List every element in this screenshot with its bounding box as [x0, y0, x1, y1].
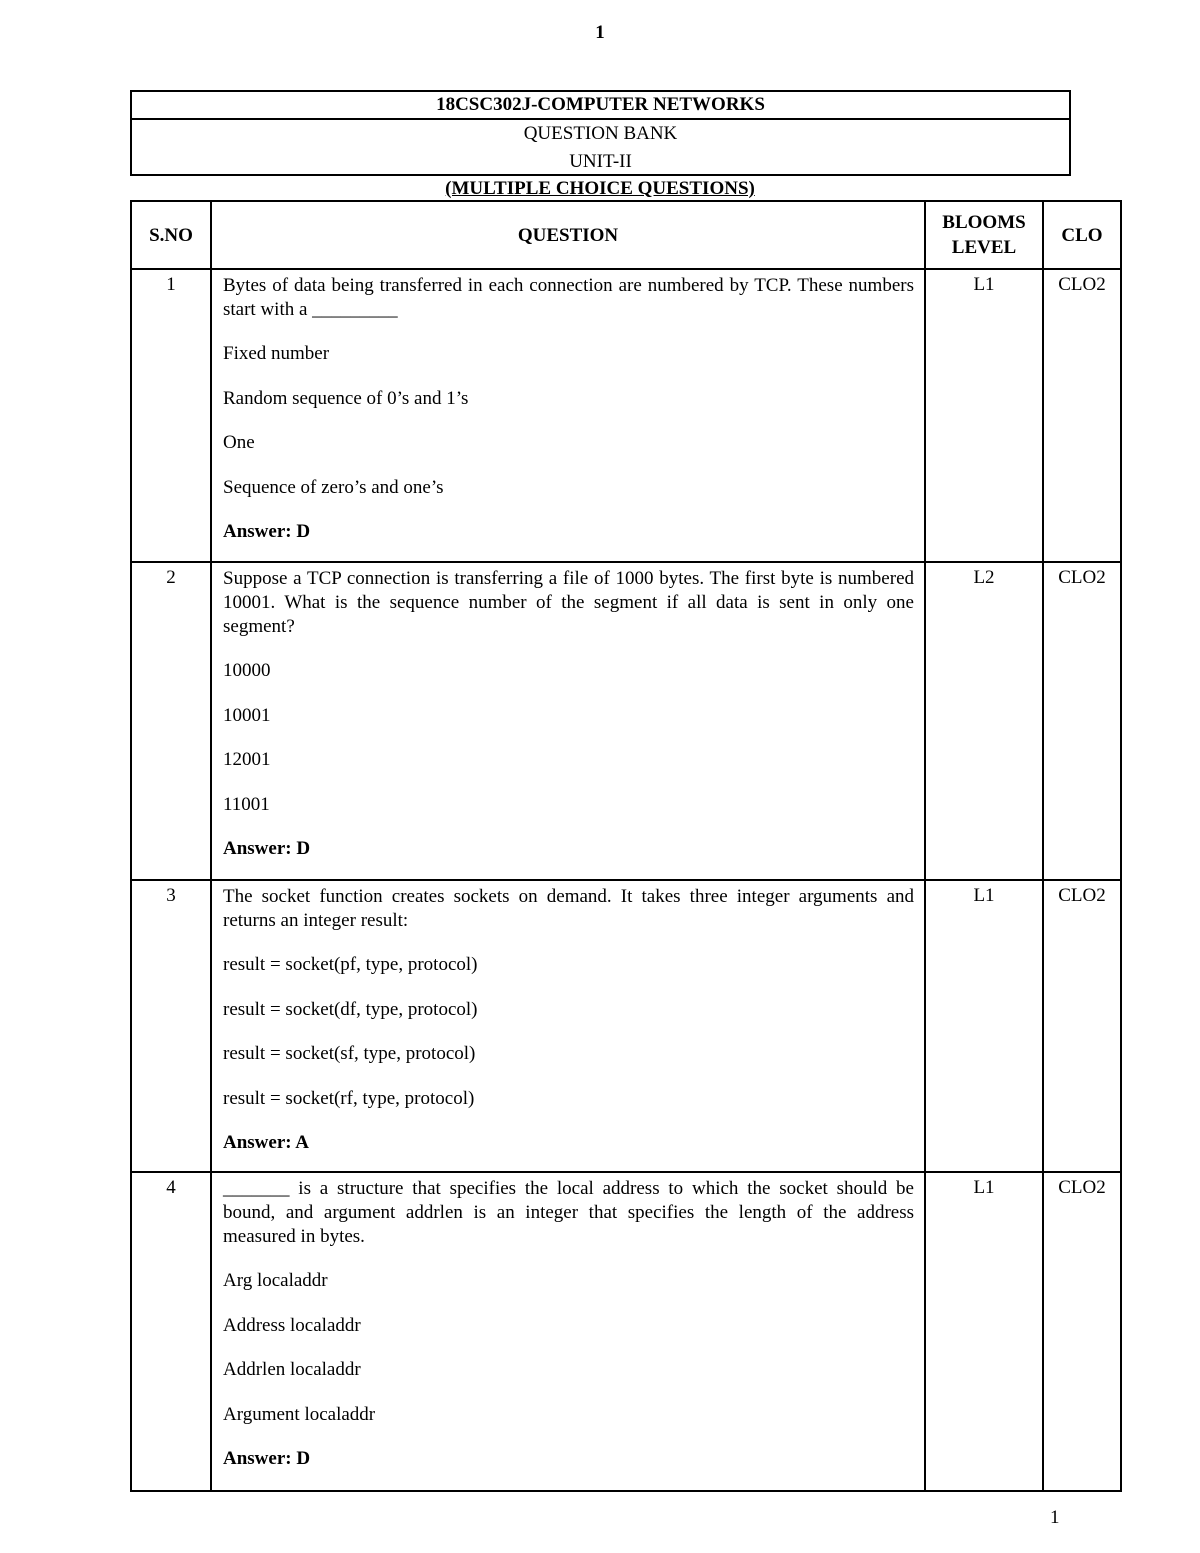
column-header-clo: CLO	[1043, 201, 1121, 269]
serial-number: 3	[131, 880, 211, 1172]
course-header-box	[130, 90, 1071, 176]
option-d: result = socket(rf, type, protocol)	[223, 1087, 475, 1109]
option-c: result = socket(sf, type, protocol)	[223, 1043, 476, 1064]
question-table	[130, 200, 1122, 1492]
page-number-top: 1	[595, 22, 605, 43]
question-bank-title: QUESTION BANK	[523, 123, 678, 144]
clo-value: CLO2	[1043, 880, 1121, 1172]
unit-title: UNIT-II	[569, 151, 632, 172]
question-cell	[211, 562, 925, 880]
option-c: One	[223, 432, 255, 453]
table-row	[131, 1172, 1121, 1491]
option-d: Argument localaddr	[223, 1403, 376, 1425]
option-a: result = socket(pf, type, protocol)	[223, 954, 478, 975]
clo-value: CLO2	[1043, 269, 1121, 562]
answer-text: Answer: D	[223, 838, 311, 859]
option-a: Arg localaddr	[223, 1270, 328, 1291]
course-title: 18CSC302J-COMPUTER NETWORKS	[132, 92, 1069, 120]
option-b: result = socket(df, type, protocol)	[223, 998, 478, 1020]
option-a: Fixed number	[223, 343, 330, 364]
clo-value: CLO2	[1043, 1172, 1121, 1491]
page-number-bottom: 1	[1050, 1507, 1060, 1528]
answer-text: Answer: D	[223, 1448, 311, 1469]
option-b: Address localaddr	[223, 1314, 361, 1336]
answer-text: Answer: D	[223, 521, 311, 542]
question-cell	[211, 880, 925, 1172]
option-c: Addrlen localaddr	[223, 1359, 361, 1380]
blooms-line-1: BLOOMS	[942, 212, 1026, 233]
option-b: 10001	[223, 704, 271, 726]
blooms-level: L2	[925, 562, 1043, 880]
column-header-question: QUESTION	[211, 201, 925, 269]
question-text: Bytes of data being transferred in each connection are numbered by TCP. These numbers start with a _________	[223, 275, 914, 320]
table-header-row	[131, 201, 1121, 269]
option-a: 10000	[223, 660, 271, 681]
option-d: 11001	[223, 793, 270, 815]
question-cell	[211, 269, 925, 562]
blooms-level: L1	[925, 880, 1043, 1172]
blooms-line-2: LEVEL	[951, 237, 1017, 258]
table-row	[131, 269, 1121, 562]
column-header-sno: S.NO	[131, 201, 211, 269]
section-title: (MULTIPLE CHOICE QUESTIONS)	[445, 178, 755, 199]
serial-number: 2	[131, 562, 211, 880]
option-c: 12001	[223, 749, 271, 770]
answer-text: Answer: A	[223, 1132, 310, 1153]
serial-number: 1	[131, 269, 211, 562]
blooms-level: L1	[925, 269, 1043, 562]
question-cell	[211, 1172, 925, 1491]
question-text: Suppose a TCP connection is transferring a file of 1000 bytes. The first byte is numbered 10001. What is the sequence number of the segment if all data is sent in only one segment?	[223, 568, 914, 637]
option-b: Random sequence of 0’s and 1’s	[223, 387, 469, 409]
question-text: The socket function creates sockets on demand. It takes three integer arguments and returns an integer result:	[223, 886, 914, 931]
column-header-blooms-level	[925, 201, 1043, 269]
clo-value: CLO2	[1043, 562, 1121, 880]
serial-number: 4	[131, 1172, 211, 1491]
question-text: _______ is a structure that specifies the local address to which the socket should be bound, and argument addrlen is an integer that specifies the length of the address measured in bytes.	[223, 1178, 914, 1247]
table-row	[131, 880, 1121, 1172]
blooms-level: L1	[925, 1172, 1043, 1491]
table-row	[131, 562, 1121, 880]
option-d: Sequence of zero’s and one’s	[223, 476, 444, 498]
